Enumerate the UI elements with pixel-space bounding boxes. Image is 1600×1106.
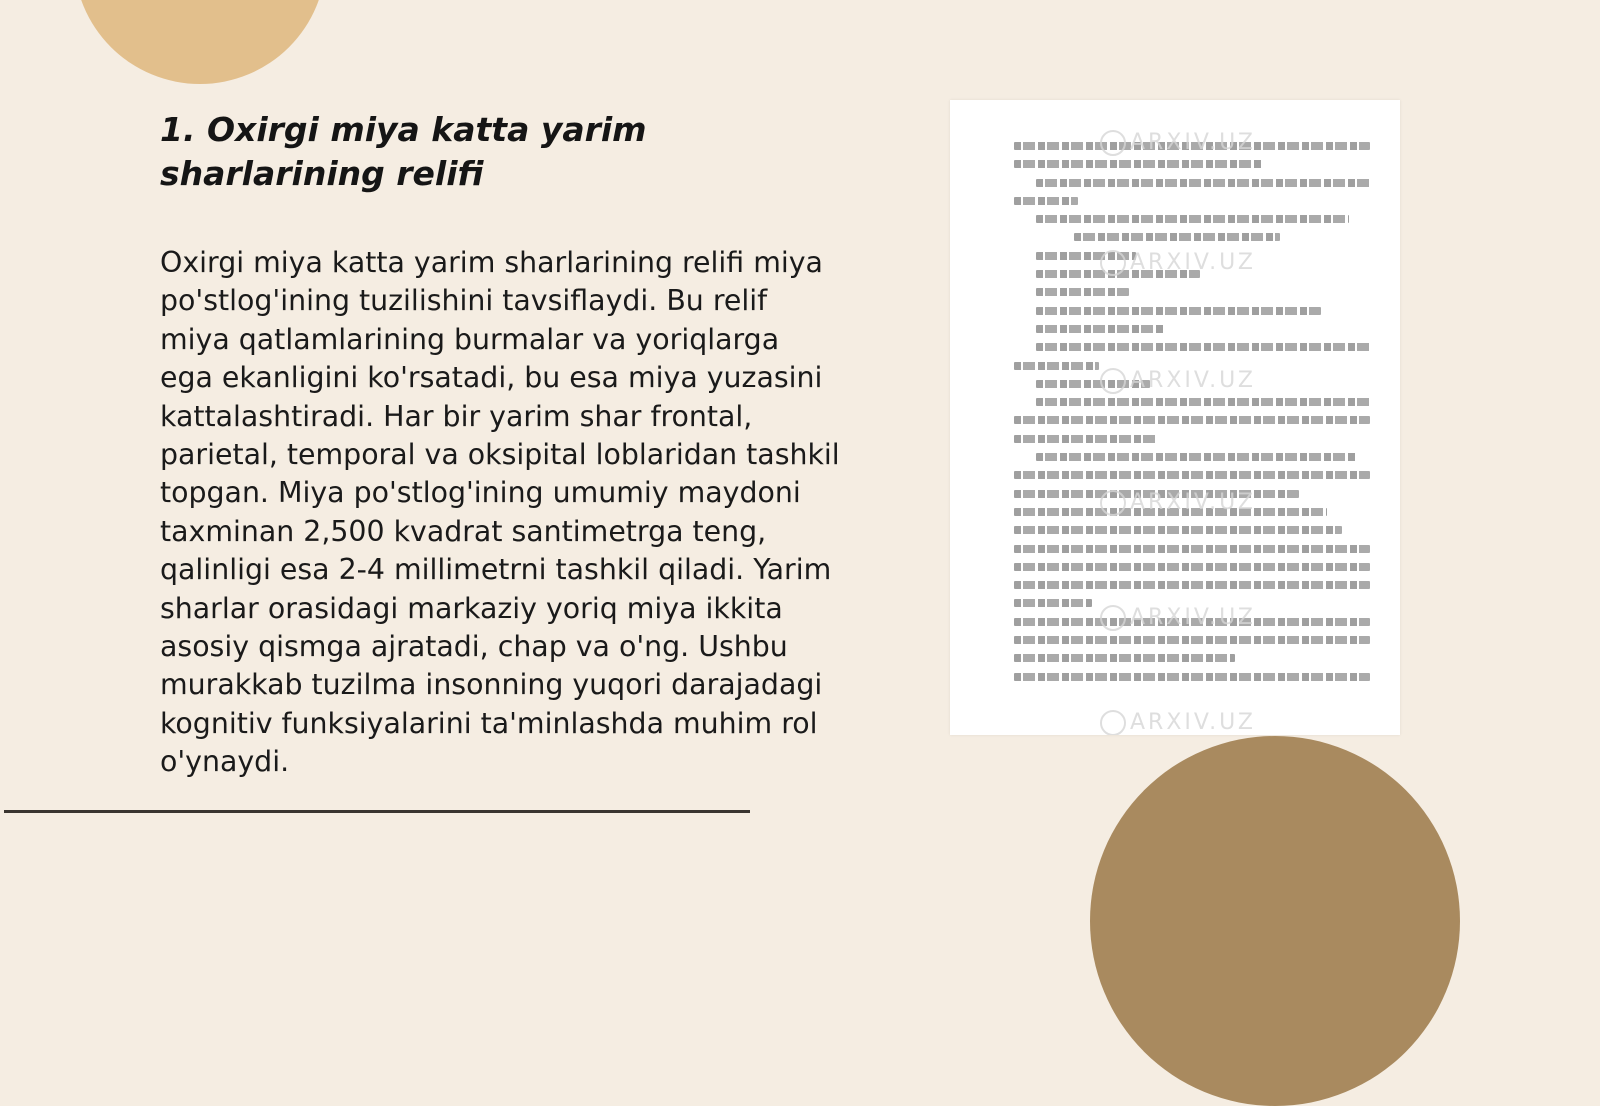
slide-body-text: Oxirgi miya katta yarim sharlarining relifi miya po'stlog'ining tuzilishini tavsiflaydi. Bu relif miya qatlamlarining burmalar va yoriqlarga ega ekanligini ko'rsatadi, bu esa miya yuzasini kattalashtiradi. Har bir yarim shar frontal, parietal, temporal va oksipital loblaridan tashkil topgan. Miya po'stlog'ining umumiy maydoni taxminan 2,500 kvadrat santimetrga teng, qalinligi esa 2-4 millimetrni tashkil qiladi. Yarim sharlar orasidagi markaziy yoriq miya ikkita asosiy qismga ajratadi, chap va o'ng. Ushbu murakkab tuzilma insonning yuqori darajadagi kognitiv funksiyalarini ta'minlashda muhim rol o'ynaydi.	[160, 246, 840, 779]
slide-title: 1. Oxirgi miya katta yarim sharlarining relifi	[160, 110, 647, 193]
watermark: ARXIV.UZ	[1100, 605, 1256, 631]
watermark: ARXIV.UZ	[1100, 490, 1256, 516]
watermark: ARXIV.UZ	[1100, 710, 1256, 735]
decorative-circle-bottom	[1090, 736, 1460, 1106]
watermark: ARXIV.UZ	[1100, 368, 1256, 394]
decorative-circle-top	[74, 0, 326, 84]
watermark: ARXIV.UZ	[1100, 130, 1256, 156]
document-page-image	[950, 100, 1400, 735]
divider-line	[4, 810, 750, 813]
watermark: ARXIV.UZ	[1100, 250, 1256, 276]
